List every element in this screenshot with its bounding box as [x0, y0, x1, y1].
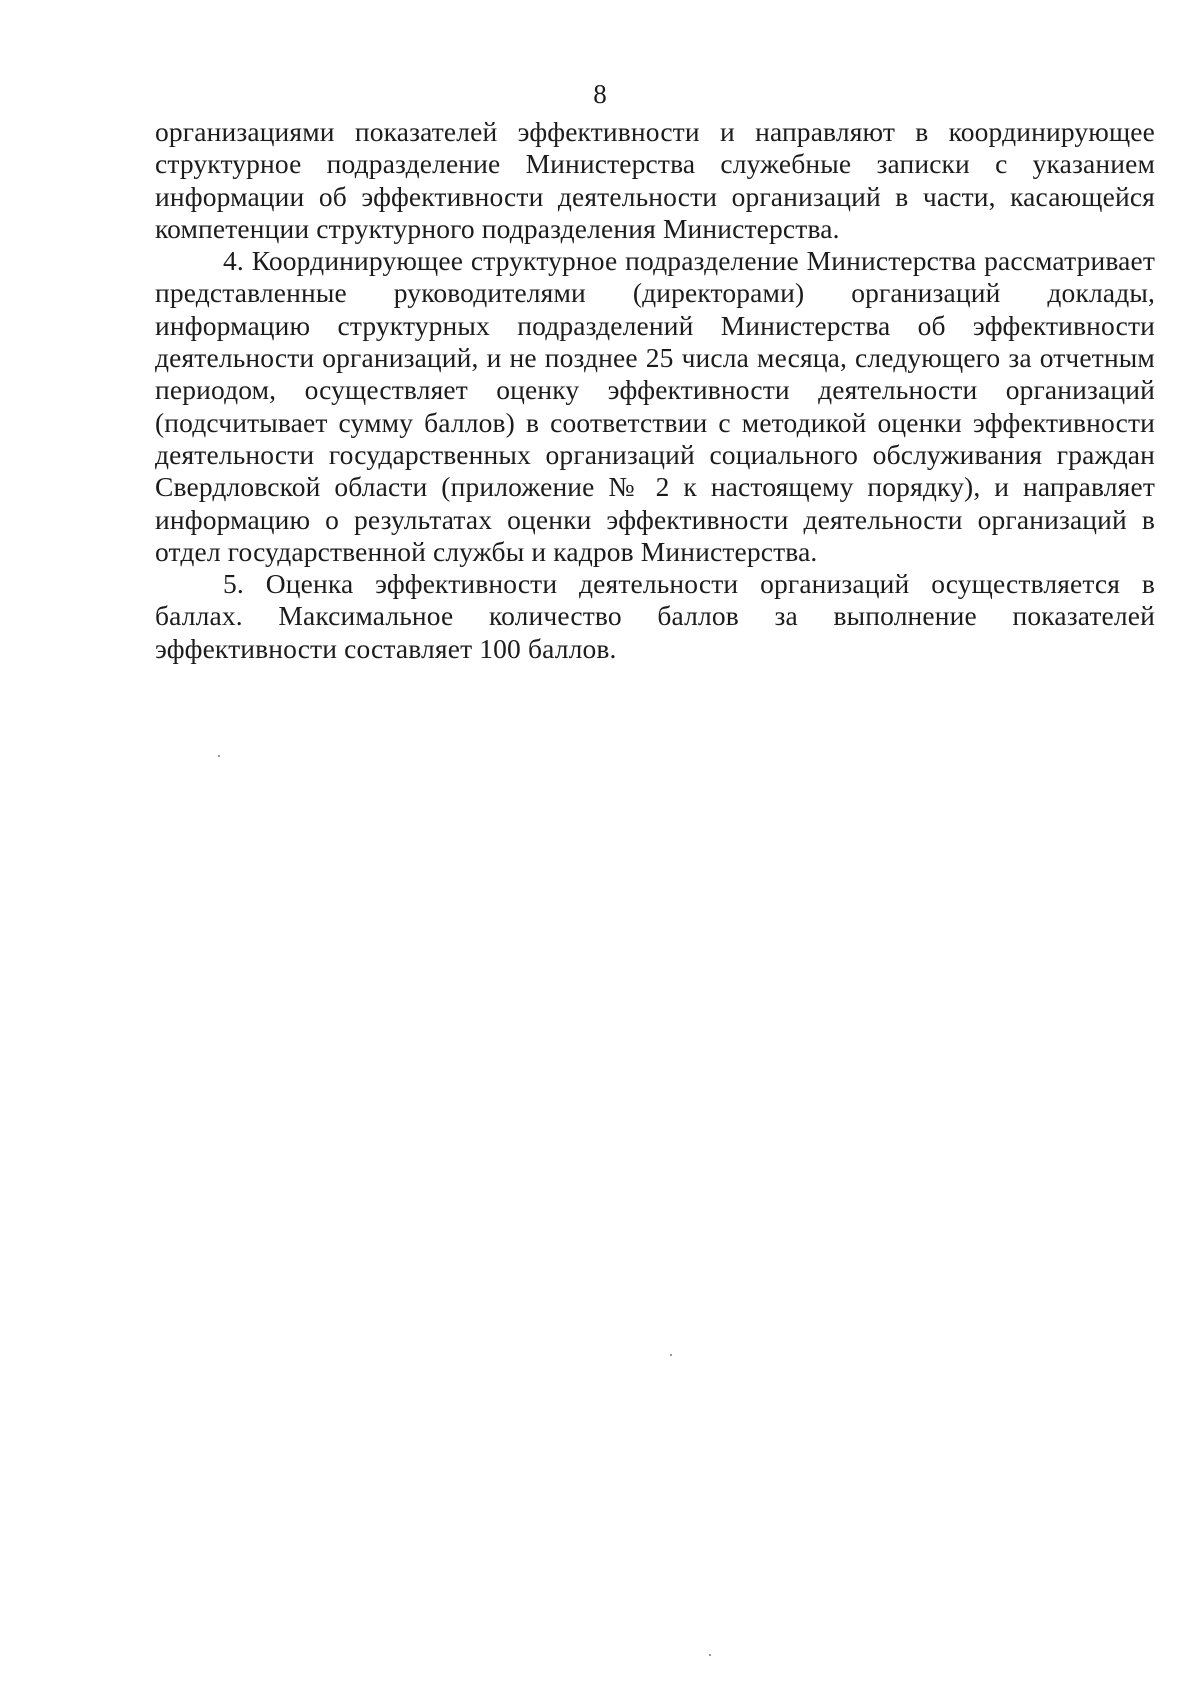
- paragraph-item-4: 4. Координирующее структурное подразделение Министерства рассматривает представленные руководителями (директорами) организаций доклады, информацию структурных подразделений Министерства об эффективности деятельности организаций, и не позднее 25 числа месяца, следующего за отчетным периодом, осуществляет оценку эффективности деятельности организаций (подсчитывает сумму баллов) в соответствии с методикой оценки эффективности деятельности государственных организаций социального обслуживания граждан Свердловской области (приложение № 2 к настоящему порядку), и направляет информацию о результатах оценки эффективности деятельности организаций в отдел государственной службы и кадров Министерства.: [155, 245, 1155, 567]
- scan-speck: [670, 1354, 672, 1356]
- page-number: 8: [593, 79, 607, 109]
- paragraph-item-5: 5. Оценка эффективности деятельности организаций осуществляется в баллах. Максимальное количество баллов за выполнение показателей эффективности составляет 100 баллов.: [155, 568, 1155, 664]
- paragraph-continuation: организациями показателей эффективности и направляют в координирующее структурное подразделение Министерства служебные записки с указанием информации об эффективности деятельности организаций в части, касающейся компетенции структурного подразделения Министерства.: [155, 116, 1155, 244]
- scan-speck: [709, 1654, 711, 1656]
- document-body: [155, 116, 1155, 665]
- scan-speck: [218, 755, 220, 757]
